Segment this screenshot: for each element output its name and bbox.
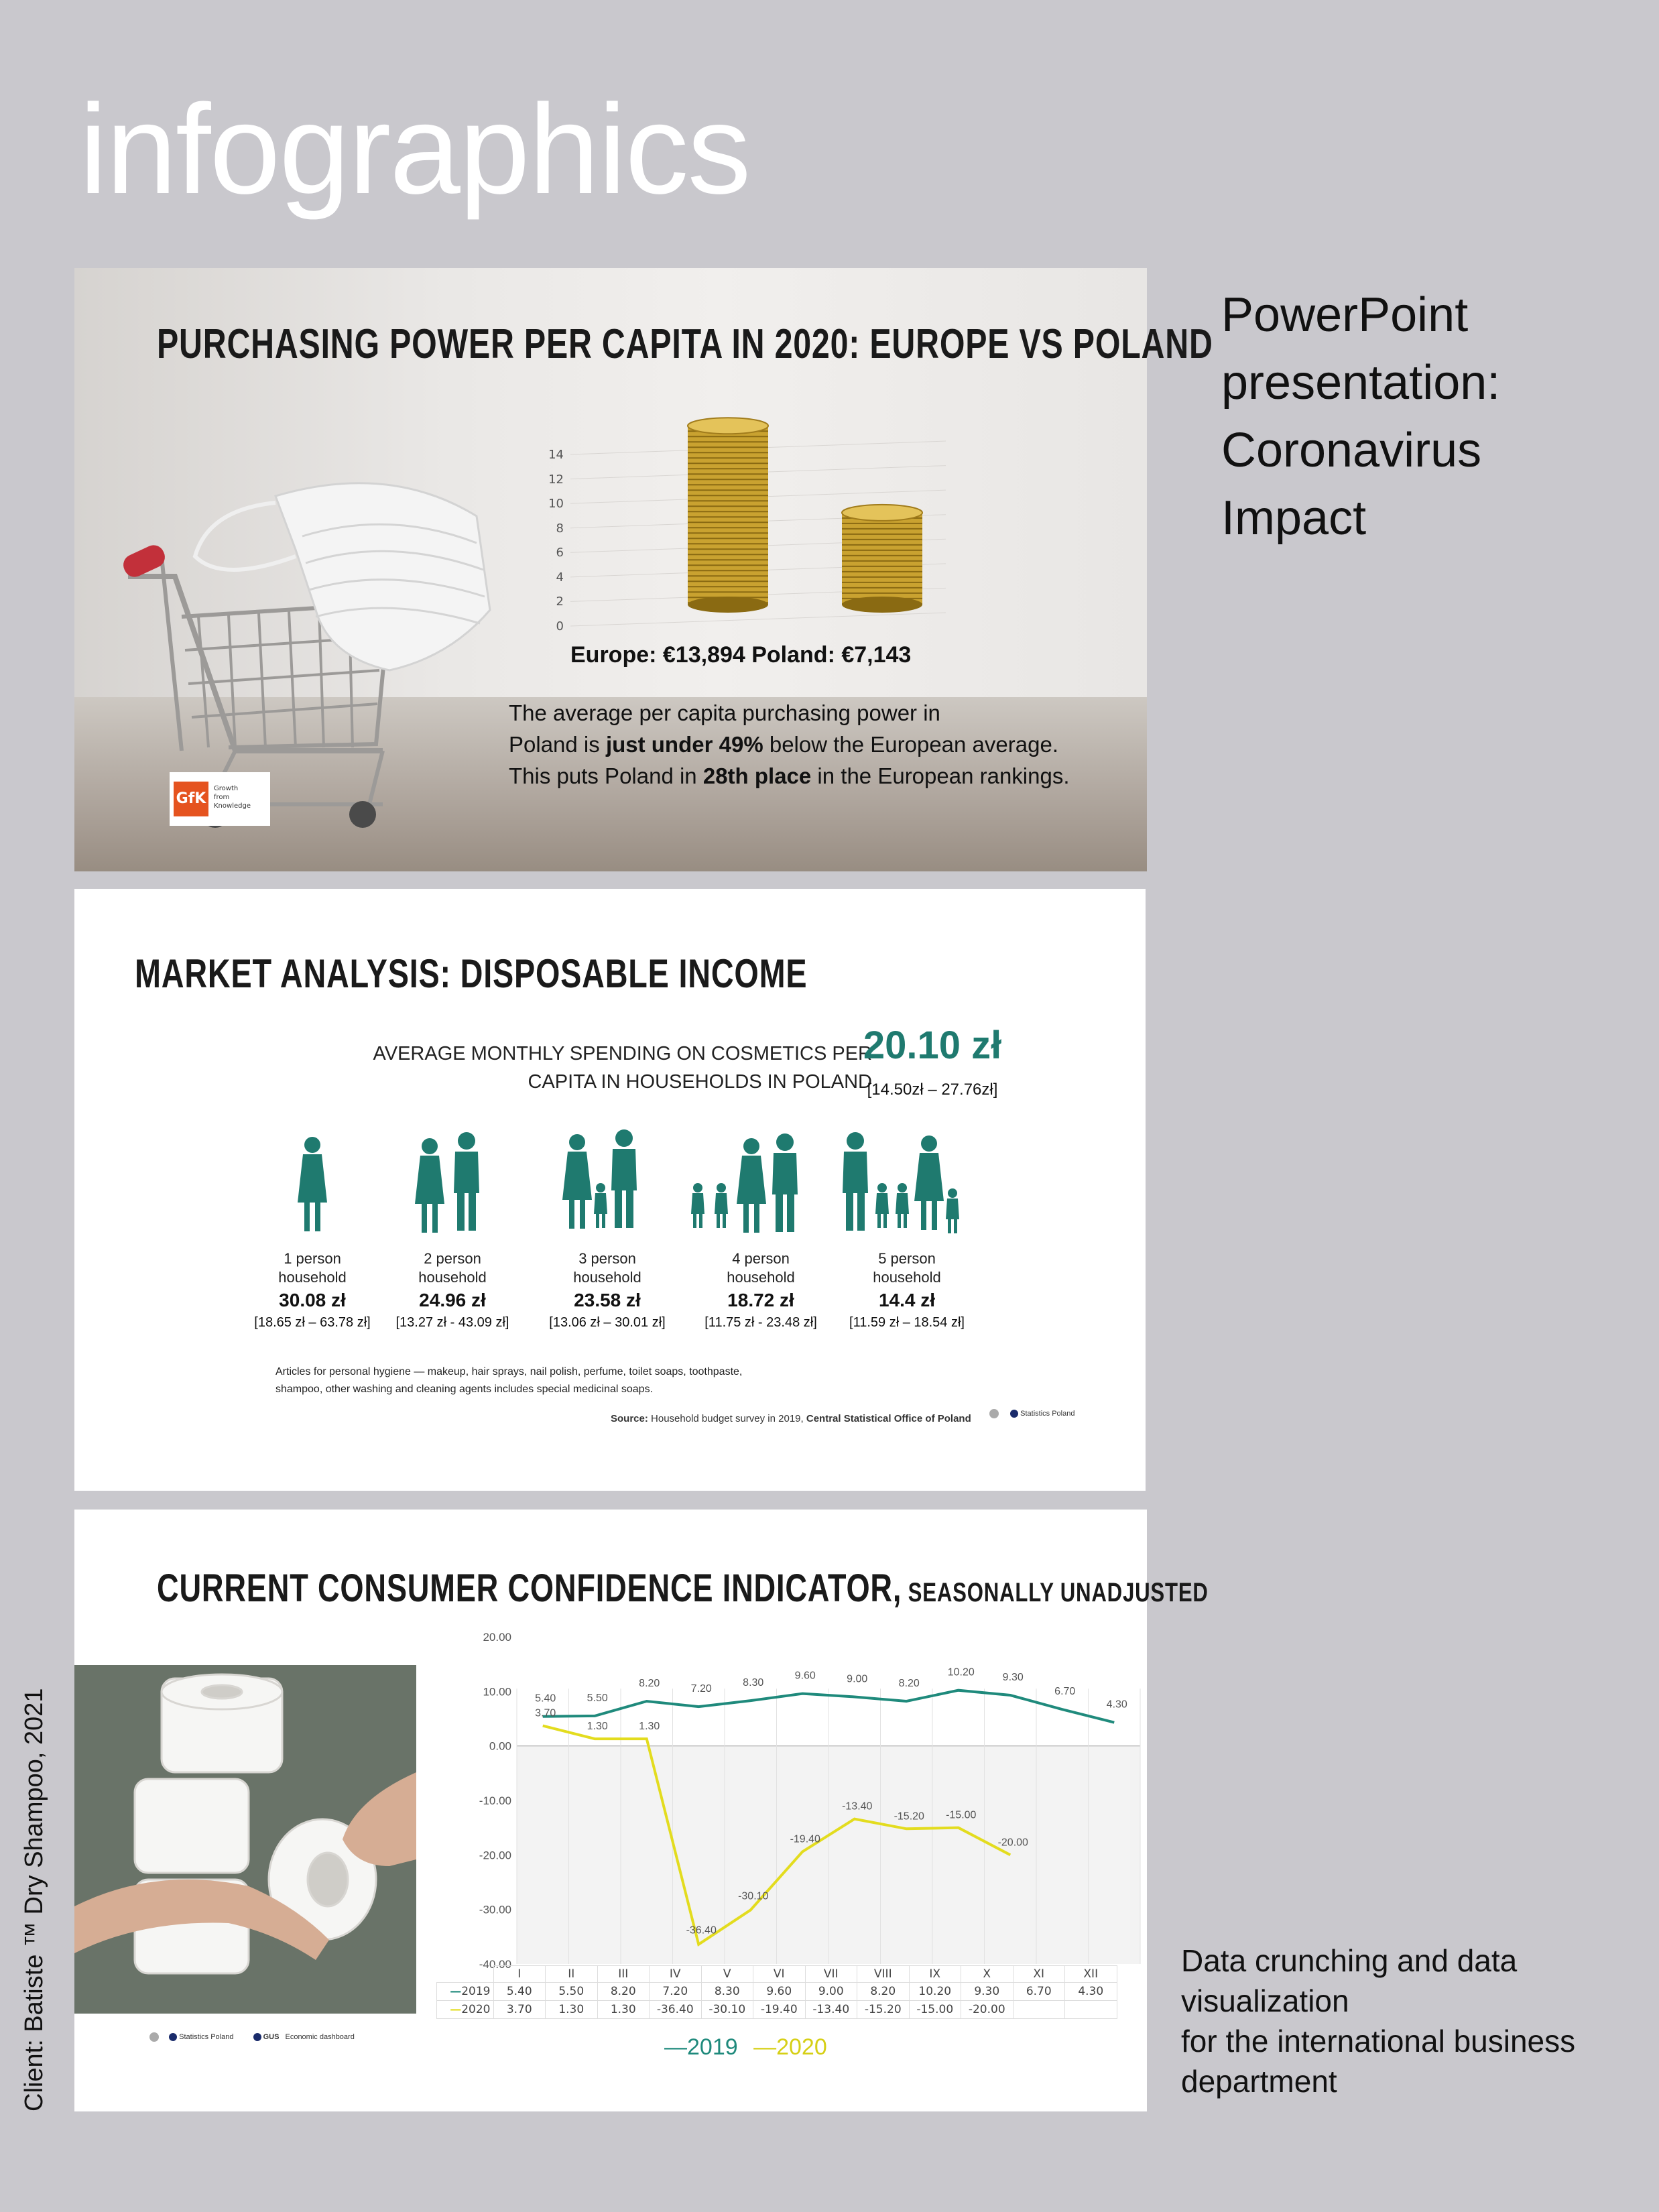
series-name: 2019 xyxy=(461,1985,491,1998)
data-label-2019: 10.20 xyxy=(947,1666,975,1678)
page-title: infographics xyxy=(79,78,750,221)
summary-text-segment: in the European rankings. xyxy=(811,763,1070,788)
household-label: 4 person xyxy=(732,1250,790,1267)
avg-spending-label-line: CAPITA IN HOUSEHOLDS IN POLAND xyxy=(528,1071,872,1093)
series-label-cell: —2020 xyxy=(437,2001,494,2019)
side-title-line: presentation: xyxy=(1221,356,1501,410)
table-cell: 10.20 xyxy=(909,1983,961,2001)
avg-spending-label xyxy=(275,1040,872,1096)
table-row xyxy=(437,1983,1117,2001)
household-4 xyxy=(687,1249,835,1331)
chart-legend xyxy=(664,2034,827,2061)
month-header: IX xyxy=(909,1966,961,1983)
data-label-2020: -15.00 xyxy=(946,1809,977,1821)
gus-icon xyxy=(253,2033,261,2041)
data-label-2020: -30.10 xyxy=(738,1890,769,1902)
side-description xyxy=(1181,1941,1575,2101)
statistics-poland-text: Statistics Poland xyxy=(1020,1409,1075,1418)
side-desc-line: department xyxy=(1181,2064,1337,2099)
avg-spending-label-line: AVERAGE MONTHLY SPENDING ON COSMETICS PER xyxy=(373,1043,872,1064)
month-header: VIII xyxy=(857,1966,910,1983)
summary-text-segment: This puts Poland in xyxy=(509,763,703,788)
confidence-line-chart xyxy=(416,1617,1147,2019)
household-label: 5 person xyxy=(878,1250,936,1267)
toilet-paper-photo xyxy=(74,1665,416,2014)
gridline xyxy=(570,613,946,626)
household-label: household xyxy=(418,1269,487,1286)
eagle-emblem-icon xyxy=(989,1409,999,1418)
slide-purchasing-power xyxy=(74,268,1213,871)
statistics-poland-logo xyxy=(989,1409,1074,1418)
table-cell xyxy=(1013,2001,1065,2019)
data-label-2020: -19.40 xyxy=(790,1833,820,1845)
slide1-heading: PURCHASING POWER PER CAPITA IN 2020: EUROPE VS POLAND xyxy=(157,321,1213,367)
table-row xyxy=(437,2001,1117,2019)
summary-text-segment: Poland is xyxy=(509,732,606,757)
month-header: I xyxy=(493,1966,546,1983)
data-label-2019: 8.30 xyxy=(743,1677,764,1689)
gfk-logo xyxy=(170,772,270,826)
household-range: [18.65 zł – 63.78 zł] xyxy=(254,1315,371,1330)
y-tick-label: 2 xyxy=(556,595,564,609)
month-header: III xyxy=(597,1966,650,1983)
y-tick-label: 20.00 xyxy=(483,1631,511,1644)
household-value: 30.08 zł xyxy=(279,1290,346,1310)
two-person-household-icon xyxy=(415,1132,479,1233)
footer-logos xyxy=(149,2032,355,2042)
table-header-row xyxy=(437,1966,1117,1983)
client-credit: Client: Batiste ™ Dry Shampoo, 2021 xyxy=(20,1688,48,2111)
y-tick-label: 6 xyxy=(556,546,564,560)
coin-stack-europe xyxy=(688,418,768,613)
source-note xyxy=(611,1413,971,1424)
confidence-data-table xyxy=(436,1965,1117,2019)
household-silhouettes xyxy=(74,1130,1146,1264)
household-range: [13.27 zł - 43.09 zł] xyxy=(395,1315,509,1330)
household-label: 2 person xyxy=(424,1250,481,1267)
table-cell: 5.50 xyxy=(546,1983,598,2001)
side-desc-line: visualization xyxy=(1181,1983,1349,2018)
four-person-household-icon xyxy=(691,1133,798,1233)
table-cell xyxy=(1065,2001,1117,2019)
data-label-2019: 8.20 xyxy=(639,1677,660,1689)
table-cell: 1.30 xyxy=(546,2001,598,2019)
data-label-2020: 1.30 xyxy=(639,1721,660,1733)
data-label-2019: 4.30 xyxy=(1106,1699,1127,1711)
one-person-household-icon xyxy=(298,1137,327,1231)
face-mask-icon xyxy=(195,483,490,670)
source-org: Central Statistical Office of Poland xyxy=(806,1413,971,1424)
data-label-2019: 5.40 xyxy=(535,1693,556,1705)
household-value: 14.4 zł xyxy=(878,1290,936,1310)
data-label-2019: 9.30 xyxy=(1002,1672,1024,1684)
household-value: 24.96 zł xyxy=(419,1290,486,1310)
slide3-heading xyxy=(157,1566,1209,1611)
table-cell: 4.30 xyxy=(1065,1983,1117,2001)
household-value: 23.58 zł xyxy=(574,1290,641,1310)
y-tick-label: 4 xyxy=(556,570,564,585)
y-tick-label: -30.00 xyxy=(479,1903,511,1916)
side-title-line: Impact xyxy=(1221,491,1367,545)
summary-line: The average per capita purchasing power in xyxy=(509,700,940,725)
household-range: [11.59 zł – 18.54 zł] xyxy=(849,1315,965,1330)
side-desc-line: for the international business xyxy=(1181,2024,1576,2059)
month-header: XII xyxy=(1065,1966,1117,1983)
data-label-2019: 9.60 xyxy=(794,1670,816,1682)
table-cell: 6.70 xyxy=(1013,1983,1065,2001)
household-value: 18.72 zł xyxy=(727,1290,794,1310)
table-cell: -13.40 xyxy=(805,2001,857,2019)
data-label-2019: 6.70 xyxy=(1054,1686,1076,1698)
household-label: household xyxy=(573,1269,641,1286)
y-tick-label: 10 xyxy=(548,497,564,511)
slide2-heading: MARKET ANALYSIS: DISPOSABLE INCOME xyxy=(135,951,808,996)
avg-spending-value: 20.10 zł xyxy=(863,1024,1002,1067)
legend-entry-2019: —2019 xyxy=(664,2034,738,2060)
data-label-2020: -15.20 xyxy=(894,1810,924,1823)
y-tick-label: 0 xyxy=(556,619,564,633)
table-corner-cell xyxy=(437,1966,494,1983)
table-cell: 8.20 xyxy=(857,1983,910,2001)
slide-market-analysis xyxy=(74,889,1146,1491)
summary-highlight: 28th place xyxy=(702,763,812,788)
table-cell: 8.30 xyxy=(701,1983,753,2001)
summary-line xyxy=(509,760,1070,792)
summary-text xyxy=(509,697,1070,792)
data-label-2020: -20.00 xyxy=(997,1837,1028,1849)
data-label-2019: 8.20 xyxy=(898,1677,920,1689)
slide3-heading-main: CURRENT CONSUMER CONFIDENCE INDICATOR, xyxy=(157,1566,902,1610)
table-cell: 7.20 xyxy=(650,1983,702,2001)
household-1 xyxy=(239,1249,386,1331)
household-5 xyxy=(833,1249,981,1331)
data-label-2020: -36.40 xyxy=(686,1924,717,1937)
statistics-poland-icon xyxy=(169,2033,177,2041)
month-header: XI xyxy=(1013,1966,1065,1983)
table-cell: -15.20 xyxy=(857,2001,910,2019)
gfk-logo-mark: GfK xyxy=(174,782,208,816)
y-tick-label: 10.00 xyxy=(483,1685,511,1699)
gfk-logo-text: Growth from Knowledge xyxy=(214,785,251,810)
month-header: VI xyxy=(753,1966,806,1983)
table-cell: -36.40 xyxy=(650,2001,702,2019)
y-tick-label: -40.00 xyxy=(479,1958,511,1971)
wheel-icon xyxy=(349,801,376,828)
slide-consumer-confidence xyxy=(74,1510,1209,2111)
series-label-cell: —2019 xyxy=(437,1983,494,2001)
month-header: IV xyxy=(650,1966,702,1983)
data-label-2020: 3.70 xyxy=(535,1707,556,1719)
coin-stack-poland xyxy=(842,505,922,613)
y-tick-label: 0.00 xyxy=(489,1739,511,1753)
statistics-poland-text: Statistics Poland xyxy=(179,2032,234,2041)
summary-line xyxy=(509,729,1070,760)
month-header: V xyxy=(701,1966,753,1983)
legend-entry-2020: —2020 xyxy=(753,2034,827,2060)
household-label: household xyxy=(727,1269,795,1286)
household-3 xyxy=(534,1249,681,1331)
economic-dashboard-text: Economic dashboard xyxy=(285,2032,355,2041)
household-label: 1 person xyxy=(284,1250,341,1267)
data-label-2020: 1.30 xyxy=(587,1721,608,1733)
table-cell: -30.10 xyxy=(701,2001,753,2019)
y-tick-label: 8 xyxy=(556,521,564,536)
household-2 xyxy=(379,1249,526,1331)
hygiene-note xyxy=(275,1363,742,1398)
hygiene-note-line: Articles for personal hygiene — makeup, hair sprays, nail polish, perfume, toilet soaps, toothpaste, xyxy=(275,1366,743,1377)
side-desc-line: Data crunching and data xyxy=(1181,1943,1518,1978)
household-range: [11.75 zł - 23.48 zł] xyxy=(704,1315,817,1330)
household-label: 3 person xyxy=(578,1250,636,1267)
table-cell: 8.20 xyxy=(597,1983,650,2001)
y-tick-label: 12 xyxy=(548,472,564,487)
side-title-line: PowerPoint xyxy=(1221,288,1469,342)
month-header: VII xyxy=(805,1966,857,1983)
table-cell: 9.30 xyxy=(961,1983,1013,2001)
statistics-poland-icon xyxy=(1010,1410,1018,1418)
month-header: II xyxy=(546,1966,598,1983)
table-cell: 3.70 xyxy=(493,2001,546,2019)
table-cell: -15.00 xyxy=(909,2001,961,2019)
y-tick-label: -20.00 xyxy=(479,1849,511,1862)
month-header: X xyxy=(961,1966,1013,1983)
data-label-2020: -13.40 xyxy=(842,1800,873,1812)
summary-text-segment: below the European average. xyxy=(763,732,1058,757)
chart-amounts: Europe: €13,894 Poland: €7,143 xyxy=(570,642,912,668)
y-tick-label: 14 xyxy=(548,448,564,462)
table-cell: 5.40 xyxy=(493,1983,546,2001)
household-label: household xyxy=(873,1269,941,1286)
source-label: Source: xyxy=(611,1413,648,1424)
series-name: 2020 xyxy=(461,2003,491,2016)
y-tick-label: -10.00 xyxy=(479,1794,511,1807)
household-label: household xyxy=(278,1269,347,1286)
data-label-2019: 9.00 xyxy=(847,1673,868,1685)
source-text: Household budget survey in 2019, xyxy=(648,1413,806,1424)
three-person-household-icon xyxy=(562,1129,637,1229)
table-cell: -20.00 xyxy=(961,2001,1013,2019)
data-label-2019: 5.50 xyxy=(587,1692,608,1704)
table-cell: 9.60 xyxy=(753,1983,806,2001)
summary-highlight: just under 49% xyxy=(605,732,763,757)
side-title-line: Coronavirus xyxy=(1221,424,1482,477)
side-title xyxy=(1221,282,1500,552)
gus-text: GUS xyxy=(263,2032,280,2041)
shopping-cart-with-mask-image xyxy=(74,436,517,838)
eagle-emblem-icon xyxy=(149,2032,159,2042)
five-person-household-icon xyxy=(843,1132,959,1233)
avg-spending-range: [14.50zł – 27.76zł] xyxy=(867,1081,998,1099)
hygiene-note-line: shampoo, other washing and cleaning agents includes special medicinal soaps. xyxy=(275,1384,654,1395)
table-cell: -19.40 xyxy=(753,2001,806,2019)
table-cell: 9.00 xyxy=(805,1983,857,2001)
data-label-2019: 7.20 xyxy=(690,1683,712,1695)
household-range: [13.06 zł – 30.01 zł] xyxy=(549,1315,666,1330)
coin-chart xyxy=(570,402,1080,617)
table-cell: 1.30 xyxy=(597,2001,650,2019)
slide3-heading-sub: SEASONALLY UNADJUSTED xyxy=(902,1578,1209,1607)
